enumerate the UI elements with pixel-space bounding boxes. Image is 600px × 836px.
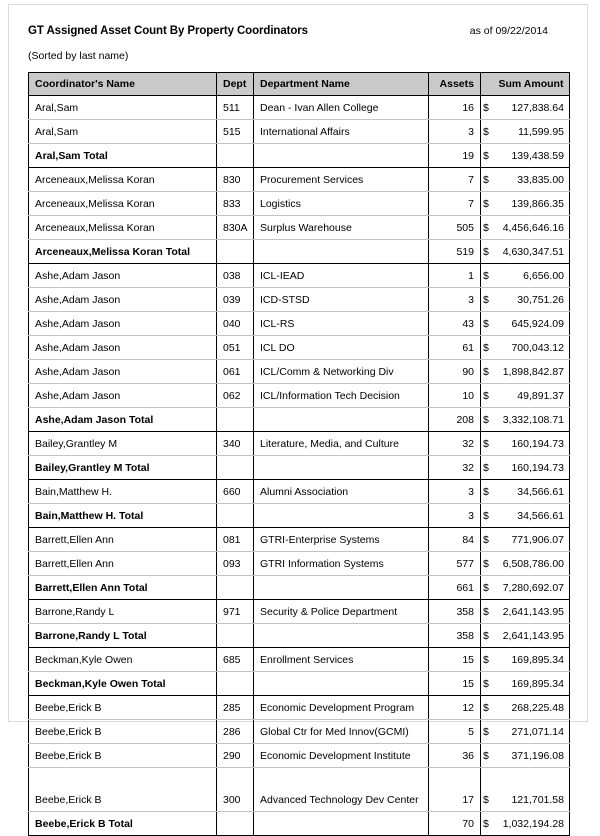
cell-assets: 358: [429, 600, 481, 624]
cell-currency-symbol: $: [481, 360, 497, 384]
cell-sum-amount: 771,906.07: [497, 528, 570, 552]
cell-sum-amount: 49,891.37: [497, 384, 570, 408]
cell-assets: 3: [429, 288, 481, 312]
cell-assets: 208: [429, 408, 481, 432]
cell-assets: 32: [429, 456, 481, 480]
cell-dept: [217, 408, 254, 432]
cell-coordinator-name: Ashe,Adam Jason: [29, 312, 217, 336]
table-total-row: [29, 624, 570, 648]
cell-coordinator-name: Beebe,Erick B: [29, 696, 217, 720]
table-total-row: [29, 408, 570, 432]
table-row: [29, 480, 570, 504]
cell-department-name: Literature, Media, and Culture: [254, 432, 429, 456]
cell-department-name: Security & Police Department: [254, 600, 429, 624]
cell-coordinator-name: Beebe,Erick B Total: [29, 812, 217, 836]
cell-dept: 040: [217, 312, 254, 336]
cell-sum-amount: 127,838.64: [497, 96, 570, 120]
cell-coordinator-name: Aral,Sam: [29, 120, 217, 144]
cell-assets: 577: [429, 552, 481, 576]
cell-dept: 971: [217, 600, 254, 624]
cell-coordinator-name: Ashe,Adam Jason: [29, 384, 217, 408]
table-row: [29, 360, 570, 384]
cell-department-name: GTRI-Enterprise Systems: [254, 528, 429, 552]
table-row: [29, 600, 570, 624]
cell-assets: 3: [429, 480, 481, 504]
cell-department-name: Alumni Association: [254, 480, 429, 504]
cell-sum-amount: 6,656.00: [497, 264, 570, 288]
asset-count-table: [28, 72, 570, 836]
table-row: [29, 768, 570, 812]
cell-sum-amount: 139,866.35: [497, 192, 570, 216]
table-row: [29, 384, 570, 408]
cell-sum-amount: 4,456,646.16: [497, 216, 570, 240]
cell-currency-symbol: $: [481, 216, 497, 240]
cell-currency-symbol: $: [481, 768, 497, 812]
cell-department-name: [254, 456, 429, 480]
report-as-of-date: as of 09/22/2014: [469, 25, 548, 37]
cell-currency-symbol: $: [481, 144, 497, 168]
cell-department-name: Advanced Technology Dev Center: [254, 768, 429, 812]
table-total-row: [29, 812, 570, 836]
cell-coordinator-name: Arceneaux,Melissa Koran Total: [29, 240, 217, 264]
cell-sum-amount: 160,194.73: [497, 456, 570, 480]
table-row: [29, 528, 570, 552]
cell-coordinator-name: Arceneaux,Melissa Koran: [29, 192, 217, 216]
cell-dept: 081: [217, 528, 254, 552]
table-row: [29, 264, 570, 288]
cell-assets: 32: [429, 432, 481, 456]
table-row: [29, 168, 570, 192]
cell-dept: 285: [217, 696, 254, 720]
column-header-department-name[interactable]: Department Name: [254, 73, 429, 96]
cell-currency-symbol: $: [481, 336, 497, 360]
cell-sum-amount: 2,641,143.95: [497, 624, 570, 648]
cell-coordinator-name: Barrett,Ellen Ann Total: [29, 576, 217, 600]
cell-coordinator-name: Arceneaux,Melissa Koran: [29, 168, 217, 192]
table-row: [29, 312, 570, 336]
cell-department-name: [254, 240, 429, 264]
cell-department-name: Surplus Warehouse: [254, 216, 429, 240]
cell-department-name: [254, 672, 429, 696]
cell-currency-symbol: $: [481, 384, 497, 408]
cell-dept: 039: [217, 288, 254, 312]
table-total-row: [29, 576, 570, 600]
report-body: [28, 25, 570, 836]
cell-coordinator-name: Barrone,Randy L Total: [29, 624, 217, 648]
cell-sum-amount: 33,835.00: [497, 168, 570, 192]
report-header: [28, 25, 570, 43]
cell-assets: 519: [429, 240, 481, 264]
cell-dept: 511: [217, 96, 254, 120]
cell-dept: 290: [217, 744, 254, 768]
cell-currency-symbol: $: [481, 312, 497, 336]
cell-currency-symbol: $: [481, 120, 497, 144]
cell-department-name: Dean - Ivan Allen College: [254, 96, 429, 120]
cell-assets: 1: [429, 264, 481, 288]
table-row: [29, 432, 570, 456]
cell-sum-amount: 34,566.61: [497, 480, 570, 504]
table-total-row: [29, 144, 570, 168]
table-row: [29, 720, 570, 744]
cell-assets: 5: [429, 720, 481, 744]
cell-department-name: Procurement Services: [254, 168, 429, 192]
cell-coordinator-name: Barrone,Randy L: [29, 600, 217, 624]
cell-sum-amount: 1,898,842.87: [497, 360, 570, 384]
cell-sum-amount: 700,043.12: [497, 336, 570, 360]
cell-coordinator-name: Barrett,Ellen Ann: [29, 552, 217, 576]
cell-currency-symbol: $: [481, 696, 497, 720]
cell-assets: 358: [429, 624, 481, 648]
table-row: [29, 744, 570, 768]
cell-dept: [217, 624, 254, 648]
report-subtitle: (Sorted by last name): [28, 50, 129, 62]
cell-coordinator-name: Aral,Sam Total: [29, 144, 217, 168]
cell-department-name: [254, 144, 429, 168]
cell-sum-amount: 160,194.73: [497, 432, 570, 456]
cell-sum-amount: 139,438.59: [497, 144, 570, 168]
cell-sum-amount: 4,630,347.51: [497, 240, 570, 264]
table-total-row: [29, 240, 570, 264]
cell-assets: 70: [429, 812, 481, 836]
cell-dept: 300: [217, 768, 254, 812]
table-row: [29, 696, 570, 720]
cell-dept: 660: [217, 480, 254, 504]
cell-department-name: Logistics: [254, 192, 429, 216]
cell-coordinator-name: Beebe,Erick B: [29, 768, 217, 812]
cell-sum-amount: 121,701.58: [497, 768, 570, 812]
cell-currency-symbol: $: [481, 600, 497, 624]
cell-coordinator-name: Beckman,Kyle Owen: [29, 648, 217, 672]
cell-dept: 830A: [217, 216, 254, 240]
table-total-row: [29, 456, 570, 480]
cell-dept: 061: [217, 360, 254, 384]
cell-dept: [217, 144, 254, 168]
cell-department-name: [254, 504, 429, 528]
cell-dept: 093: [217, 552, 254, 576]
cell-sum-amount: 6,508,786.00: [497, 552, 570, 576]
cell-department-name: [254, 624, 429, 648]
cell-assets: 3: [429, 504, 481, 528]
cell-currency-symbol: $: [481, 288, 497, 312]
cell-department-name: Economic Development Program: [254, 696, 429, 720]
cell-assets: 19: [429, 144, 481, 168]
cell-coordinator-name: Ashe,Adam Jason: [29, 336, 217, 360]
table-header-row: [29, 73, 570, 96]
table-row: [29, 216, 570, 240]
cell-dept: [217, 812, 254, 836]
cell-dept: 062: [217, 384, 254, 408]
cell-dept: [217, 240, 254, 264]
cell-sum-amount: 169,895.34: [497, 672, 570, 696]
cell-assets: 3: [429, 120, 481, 144]
cell-assets: 7: [429, 192, 481, 216]
cell-currency-symbol: $: [481, 576, 497, 600]
cell-currency-symbol: $: [481, 432, 497, 456]
cell-dept: 340: [217, 432, 254, 456]
cell-assets: 661: [429, 576, 481, 600]
table-row: [29, 96, 570, 120]
cell-department-name: International Affairs: [254, 120, 429, 144]
cell-currency-symbol: $: [481, 720, 497, 744]
cell-sum-amount: 7,280,692.07: [497, 576, 570, 600]
cell-department-name: [254, 576, 429, 600]
table-row: [29, 192, 570, 216]
cell-dept: [217, 672, 254, 696]
table-header: [29, 73, 570, 96]
cell-sum-amount: 271,071.14: [497, 720, 570, 744]
table-row: [29, 552, 570, 576]
page-title: GT Assigned Asset Count By Property Coordinators: [28, 25, 308, 37]
cell-coordinator-name: Bailey,Grantley M: [29, 432, 217, 456]
cell-dept: 286: [217, 720, 254, 744]
column-header-coordinator-name[interactable]: Coordinator's Name: [29, 73, 217, 96]
cell-assets: 15: [429, 648, 481, 672]
cell-dept: [217, 576, 254, 600]
cell-currency-symbol: $: [481, 96, 497, 120]
cell-assets: 43: [429, 312, 481, 336]
cell-department-name: ICL-IEAD: [254, 264, 429, 288]
cell-assets: 505: [429, 216, 481, 240]
cell-currency-symbol: $: [481, 504, 497, 528]
cell-assets: 16: [429, 96, 481, 120]
table-total-row: [29, 504, 570, 528]
cell-coordinator-name: Bain,Matthew H. Total: [29, 504, 217, 528]
report-page: [8, 4, 588, 830]
cell-currency-symbol: $: [481, 192, 497, 216]
cell-currency-symbol: $: [481, 744, 497, 768]
cell-currency-symbol: $: [481, 552, 497, 576]
cell-coordinator-name: Arceneaux,Melissa Koran: [29, 216, 217, 240]
cell-dept: 051: [217, 336, 254, 360]
cell-department-name: ICL/Information Tech Decision: [254, 384, 429, 408]
cell-assets: 36: [429, 744, 481, 768]
table-row: [29, 648, 570, 672]
table-row: [29, 336, 570, 360]
cell-assets: 84: [429, 528, 481, 552]
cell-currency-symbol: $: [481, 812, 497, 836]
cell-dept: 685: [217, 648, 254, 672]
cell-currency-symbol: $: [481, 264, 497, 288]
cell-coordinator-name: Beebe,Erick B: [29, 720, 217, 744]
cell-currency-symbol: $: [481, 456, 497, 480]
cell-department-name: ICL DO: [254, 336, 429, 360]
cell-department-name: ICL/Comm & Networking Div: [254, 360, 429, 384]
cell-currency-symbol: $: [481, 528, 497, 552]
cell-currency-symbol: $: [481, 408, 497, 432]
cell-department-name: [254, 812, 429, 836]
cell-currency-symbol: $: [481, 672, 497, 696]
cell-currency-symbol: $: [481, 168, 497, 192]
column-header-dept[interactable]: Dept: [217, 73, 254, 96]
column-header-currency-spacer: [481, 73, 497, 96]
cell-sum-amount: 169,895.34: [497, 648, 570, 672]
cell-currency-symbol: $: [481, 480, 497, 504]
cell-coordinator-name: Ashe,Adam Jason: [29, 360, 217, 384]
cell-coordinator-name: Aral,Sam: [29, 96, 217, 120]
cell-sum-amount: 11,599.95: [497, 120, 570, 144]
cell-dept: [217, 504, 254, 528]
cell-coordinator-name: Beckman,Kyle Owen Total: [29, 672, 217, 696]
cell-coordinator-name: Bailey,Grantley M Total: [29, 456, 217, 480]
cell-dept: 515: [217, 120, 254, 144]
cell-sum-amount: 268,225.48: [497, 696, 570, 720]
cell-assets: 90: [429, 360, 481, 384]
cell-sum-amount: 30,751.26: [497, 288, 570, 312]
cell-assets: 12: [429, 696, 481, 720]
table-total-row: [29, 672, 570, 696]
cell-assets: 10: [429, 384, 481, 408]
cell-currency-symbol: $: [481, 624, 497, 648]
cell-sum-amount: 645,924.09: [497, 312, 570, 336]
cell-dept: [217, 456, 254, 480]
cell-coordinator-name: Ashe,Adam Jason: [29, 264, 217, 288]
column-header-assets[interactable]: Assets: [429, 73, 481, 96]
cell-coordinator-name: Beebe,Erick B: [29, 744, 217, 768]
cell-coordinator-name: Ashe,Adam Jason Total: [29, 408, 217, 432]
cell-department-name: GTRI Information Systems: [254, 552, 429, 576]
cell-currency-symbol: $: [481, 240, 497, 264]
cell-assets: 15: [429, 672, 481, 696]
cell-assets: 61: [429, 336, 481, 360]
cell-department-name: Economic Development Institute: [254, 744, 429, 768]
cell-sum-amount: 1,032,194.28: [497, 812, 570, 836]
cell-dept: 833: [217, 192, 254, 216]
cell-sum-amount: 3,332,108.71: [497, 408, 570, 432]
column-header-sum-amount[interactable]: Sum Amount: [497, 73, 570, 96]
cell-sum-amount: 371,196.08: [497, 744, 570, 768]
cell-department-name: Enrollment Services: [254, 648, 429, 672]
cell-department-name: Global Ctr for Med Innov(GCMI): [254, 720, 429, 744]
cell-department-name: ICD-STSD: [254, 288, 429, 312]
cell-coordinator-name: Ashe,Adam Jason: [29, 288, 217, 312]
cell-dept: 038: [217, 264, 254, 288]
cell-sum-amount: 2,641,143.95: [497, 600, 570, 624]
cell-coordinator-name: Barrett,Ellen Ann: [29, 528, 217, 552]
cell-assets: 17: [429, 768, 481, 812]
table-row: [29, 120, 570, 144]
table-body: [29, 96, 570, 836]
cell-assets: 7: [429, 168, 481, 192]
cell-department-name: ICL-RS: [254, 312, 429, 336]
cell-currency-symbol: $: [481, 648, 497, 672]
cell-dept: 830: [217, 168, 254, 192]
table-row: [29, 288, 570, 312]
cell-department-name: [254, 408, 429, 432]
cell-sum-amount: 34,566.61: [497, 504, 570, 528]
cell-coordinator-name: Bain,Matthew H.: [29, 480, 217, 504]
